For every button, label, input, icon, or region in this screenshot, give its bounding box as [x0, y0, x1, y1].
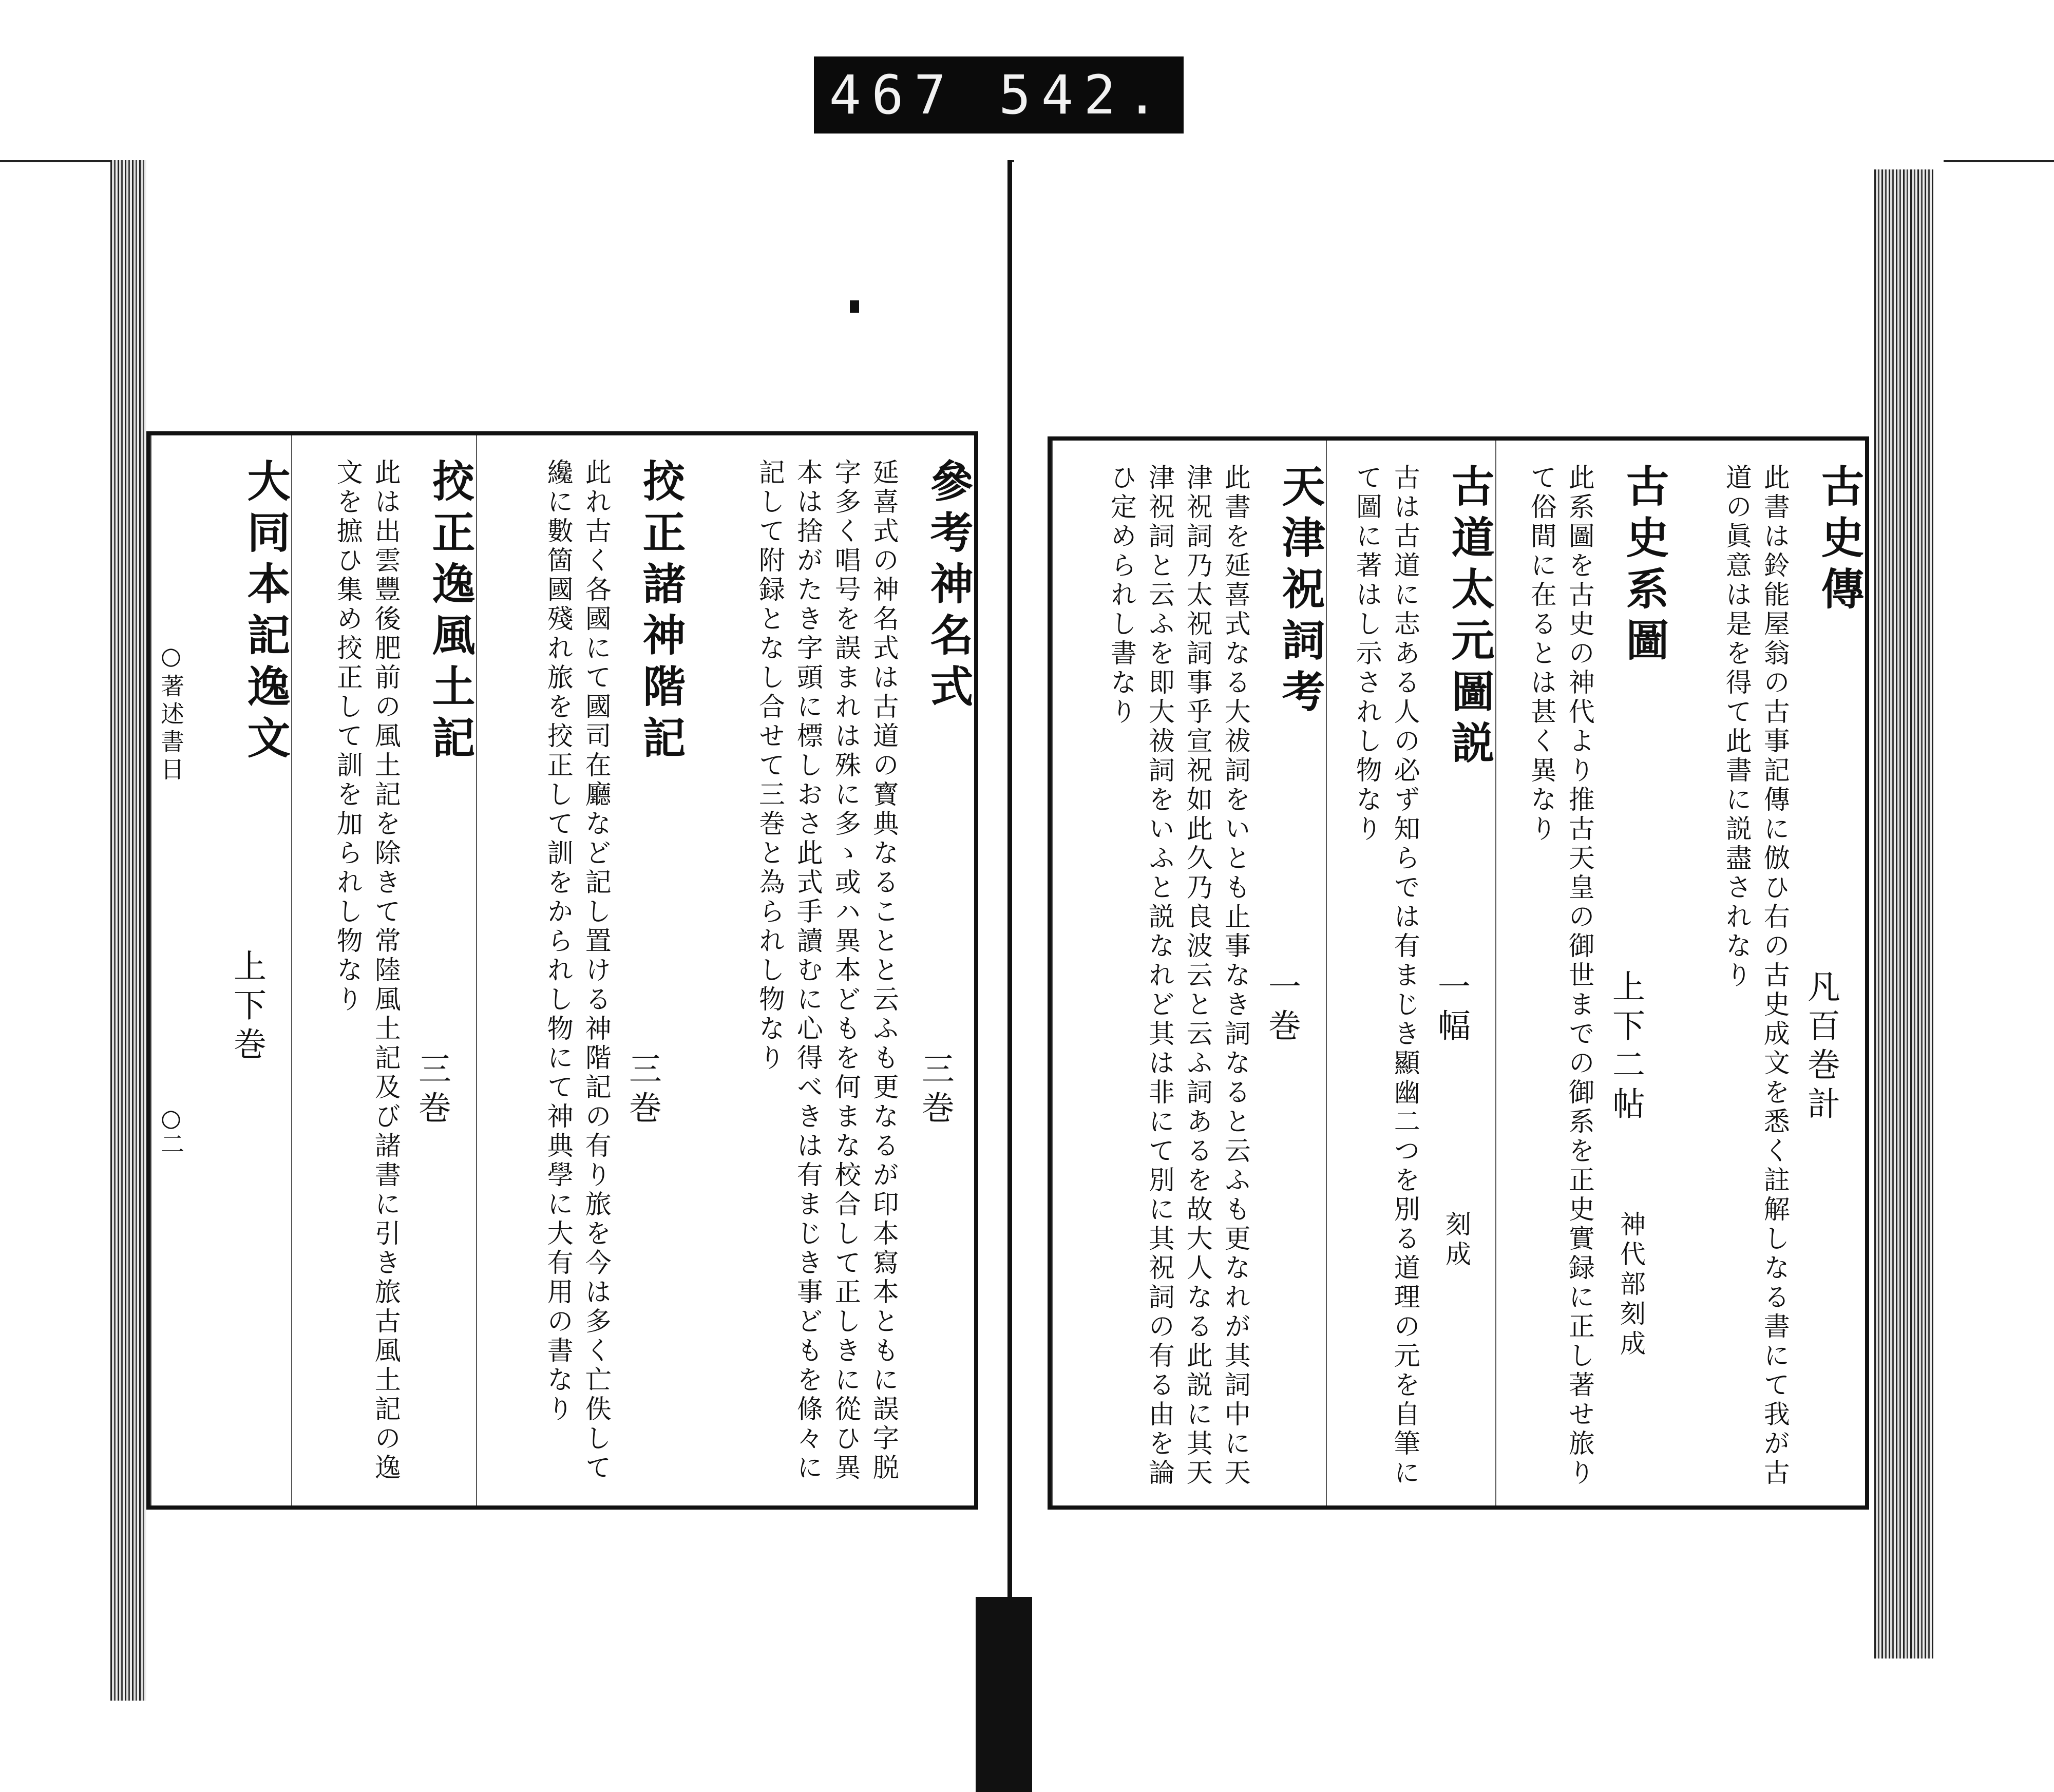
entry-description: 此は出雲豐後肥前の風土記を除きて常陸風土記及び諸書に引き旅古風土記の逸文を摭ひ集め挍正して訓を加られし物なり	[332, 459, 401, 1483]
entry-volume-count: 上下二帖	[1607, 969, 1645, 1126]
entry-koshi-keizu	[1495, 441, 1670, 1505]
entry-title: 古史系圖	[1619, 464, 1670, 669]
entry-title: 挍正諸神階記	[636, 459, 687, 767]
entry-title: 天津祝詞考	[1275, 464, 1326, 720]
gutter-shadow	[976, 1597, 1032, 1792]
entry-title: 大同本記逸文	[240, 459, 291, 767]
entry-title: 挍正逸風土記	[425, 459, 476, 767]
entry-volume-count: 一幅	[1432, 969, 1470, 1047]
entry-note: 刻成	[1441, 1211, 1471, 1270]
entry-volume-count: 凡百巻計	[1802, 969, 1840, 1126]
page-number: ○二	[157, 1104, 185, 1155]
entry-koshiden	[1670, 441, 1865, 1505]
entry-note: 神代部刻成	[1616, 1211, 1646, 1360]
entry-volume-count: 上下巻	[228, 949, 266, 1066]
entry-daidohonki-itsubun	[150, 435, 291, 1505]
entry-sanko-jinmyoshiki	[687, 435, 974, 1505]
ink-spot	[850, 300, 859, 313]
entry-description: 此書は鈴能屋翁の古事記傳に倣ひ右の古史成文を悉く註解しなる書にて我が古道の眞意は是を得て此書に説盡されなり	[1721, 464, 1790, 1488]
entry-title: 古史傳	[1814, 464, 1865, 618]
right-page-edge	[1874, 169, 1933, 1658]
left-page-edge	[110, 160, 146, 1701]
call-number-label: 467 542.	[814, 56, 1184, 134]
entry-title: 參考神名式	[923, 459, 974, 715]
margin-heading: ○著述書日	[157, 642, 185, 785]
entry-description: 延喜式の神名式は古道の寳典なることと云ふも更なるが印本寫本ともに誤字脱字多く唱号を誤まれは殊に多ゝ或ハ異本どもを何まな校合して正しきに從ひ異本は捨がたき字頭に標しおさ此式手讀むに心得べきは有まじき事どもを條々に記して附録となし合せて三巻と為られし物なり	[754, 459, 899, 1483]
entry-description: 古は古道に志ある人の必ず知らでは有まじき顯幽二つを別る道理の元を自筆にて圖に著はし示されし物なり	[1351, 464, 1420, 1488]
entry-volume-count: 一巻	[1263, 969, 1301, 1047]
entry-title: 古道太元圖説	[1444, 464, 1495, 772]
entry-kosei-shoshinkaiki	[476, 435, 687, 1505]
right-text-frame	[1048, 436, 1869, 1510]
gutter-line	[1007, 160, 1012, 1598]
left-text-frame	[146, 431, 978, 1510]
entry-kosei-itsufudoki	[291, 435, 476, 1505]
entry-description: 此れ古く各國にて國司在廳など記し置ける神階記の有り旅を今は多く亡佚して纔に數箇國殘れ旅を挍正して訓をかられし物にて神典學に大有用の書なり	[542, 459, 611, 1483]
entry-amatsu-norito-ko	[1052, 441, 1326, 1505]
entry-volume-count: 三巻	[916, 1052, 954, 1130]
entry-volume-count: 三巻	[623, 1052, 661, 1130]
entry-description: 此書を延喜式なる大祓詞をいとも止事なき詞なると云ふも更なれが其詞中に天津祝詞乃太祝詞事乎宣祝如此久乃良波云と云ふ詞あるを故大人なる此説に其天津祝詞と云ふを即大祓詞をいふと説なれど其は非にて別に其祝詞の有る由を論ひ定められし書なり	[1106, 464, 1250, 1488]
entry-description: 此系圖を古史の神代より推古天皇の御世までの御系を正史實録に正し著せ旅りて俗間に在るとは甚く異なり	[1526, 464, 1594, 1488]
entry-volume-count: 三巻	[413, 1052, 451, 1130]
entry-kodo-taigen-zusetsu	[1326, 441, 1495, 1505]
